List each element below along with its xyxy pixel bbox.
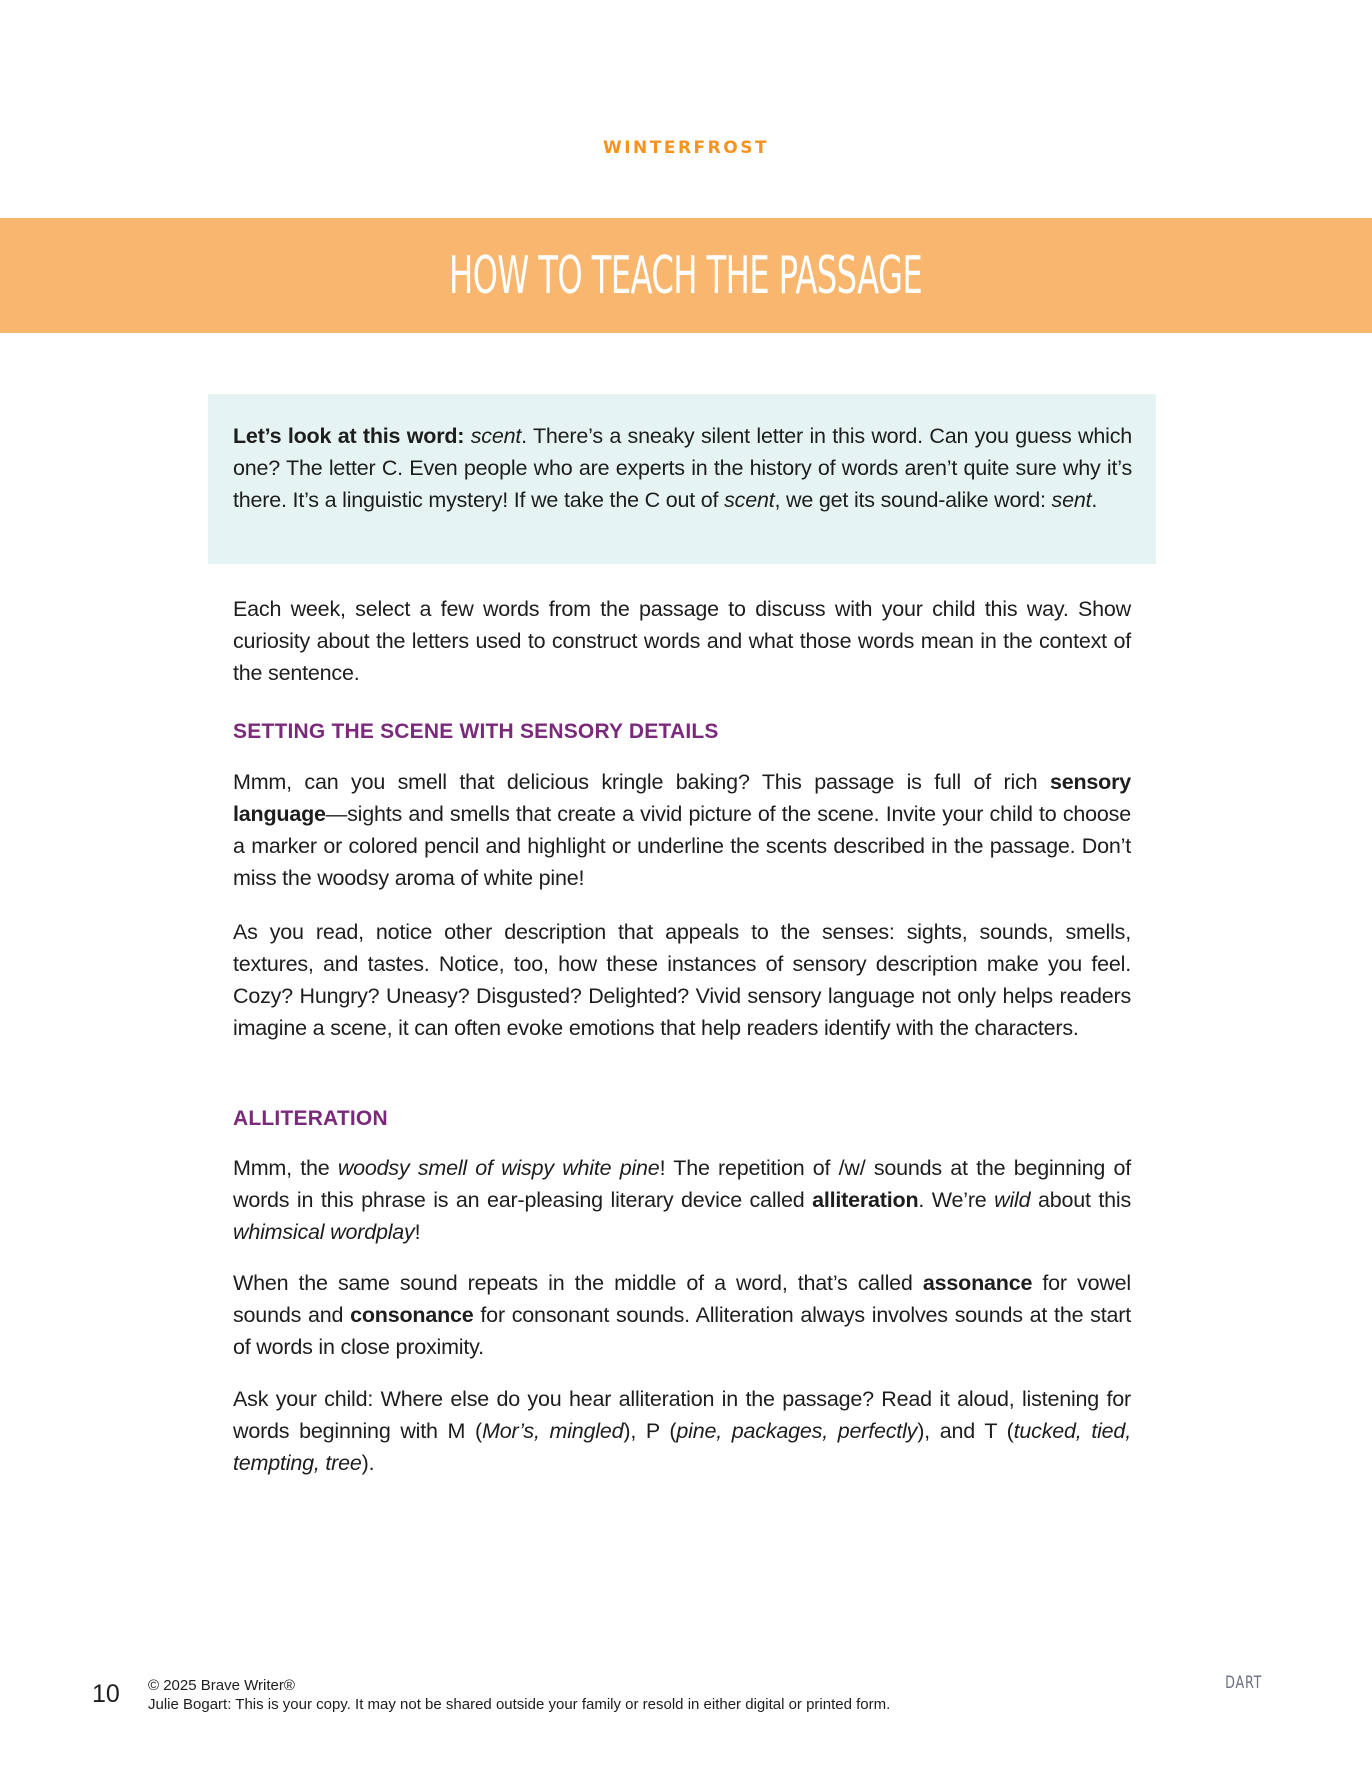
running-head: WINTERFROST	[602, 138, 770, 158]
footer-notice	[148, 1676, 890, 1714]
bold-term: consonance	[350, 1303, 474, 1327]
italic-word: scent	[470, 424, 522, 448]
license-line: Julie Bogart: This is your copy. It may not be shared outside your family or resold in either digital or printed form.	[148, 1696, 891, 1713]
italic-phrase: wild	[994, 1188, 1031, 1212]
italic-word: sent	[1051, 488, 1092, 512]
title-banner	[0, 218, 1372, 333]
sensory-paragraph-2: As you read, notice other description that appeals to the senses: sights, sounds, smells, textures, and tastes. Notice, too, how these instances of sensory description make you feel. Cozy? Hungry? Uneasy? Disgusted? Delighted? Vivid sensory language not only helps readers imagine a scene, it can often evoke emotions that help readers identify with the characters.	[233, 920, 1131, 1040]
text-part: Ask your child: Where else do you hear alliteration in the passage? Read it aloud, listening for words beginning with M (	[233, 1387, 1131, 1443]
dart-logo: DART	[1225, 1673, 1263, 1693]
italic-phrase: Mor’s, mingled	[481, 1419, 624, 1443]
text-part: for consonant sounds. Alliteration always involves sounds at the start of words in close proximity.	[233, 1303, 1131, 1359]
page-number: 10	[92, 1680, 120, 1708]
bold-term: assonance	[922, 1271, 1033, 1295]
text-part: for vowel sounds and	[233, 1271, 1131, 1327]
intro-paragraph: Each week, select a few words from the passage to discuss with your child this way. Show curiosity about the letters used to construct words and what those words mean in the context of the sentence.	[233, 597, 1131, 685]
text-part: Mmm, the	[233, 1156, 338, 1180]
alliteration-paragraph-3	[233, 1383, 1131, 1479]
alliteration-paragraph-3-block	[233, 1383, 1131, 1479]
section-heading: SETTING THE SCENE WITH SENSORY DETAILS	[233, 720, 719, 743]
callout-text-part: . There’s a sneaky silent letter in this word. Can you guess which one? The letter C. Even people who are experts in the history of words aren’t quite sure why it’s there. It’s a linguistic mystery! If we take the C out of	[233, 424, 1133, 512]
callout-lead: Let’s look at this word:	[233, 424, 465, 448]
bold-term: alliteration	[812, 1188, 919, 1212]
section-heading: ALLITERATION	[233, 1107, 388, 1130]
text-part: ).	[361, 1451, 375, 1475]
italic-phrase: pine, packages, perfectly	[676, 1419, 918, 1443]
alliteration-paragraph-2	[233, 1267, 1131, 1363]
alliteration-paragraph-1	[233, 1152, 1131, 1248]
italic-phrase: woodsy smell of wispy white pine	[337, 1156, 660, 1180]
intro-block	[233, 593, 1131, 689]
text-part: . We’re	[918, 1188, 995, 1212]
italic-phrase: tucked, tied, tempting, tree	[233, 1419, 1131, 1475]
section-alliteration	[233, 1107, 1131, 1131]
bold-term: sensory language	[233, 770, 1131, 826]
callout-text-part: .	[1091, 488, 1098, 512]
alliteration-paragraph-1-block	[233, 1152, 1131, 1248]
page-title: HOW TO TEACH THE PASSAGE	[449, 245, 923, 306]
alliteration-paragraph-2-block	[233, 1267, 1131, 1363]
callout-text-part: , we get its sound-alike word:	[774, 488, 1052, 512]
section-sensory	[233, 720, 1131, 744]
text-part: ), and T (	[917, 1419, 1014, 1443]
text-part: —sights and smells that create a vivid picture of the scene. Invite your child to choose a marker or colored pencil and highlight or underline the scents described in the passage. Don’t miss the woodsy aroma of white pine!	[233, 802, 1131, 890]
sensory-paragraph-2-block	[233, 916, 1131, 1044]
copyright-line: © 2025 Brave Writer®	[148, 1677, 295, 1694]
text-part: ! The repetition of /w/ sounds at the beginning of words in this phrase is an ear-pleasing literary device called	[233, 1156, 1131, 1212]
text-part: When the same sound repeats in the middle of a word, that’s called	[233, 1271, 923, 1295]
word-study-callout	[208, 394, 1156, 564]
text-part: about this	[1030, 1188, 1131, 1212]
italic-word: scent	[724, 488, 775, 512]
sensory-paragraph-1	[233, 766, 1131, 894]
callout-text	[233, 420, 1132, 516]
text-part: !	[414, 1220, 421, 1244]
sensory-paragraph-1-block	[233, 766, 1131, 894]
italic-phrase: whimsical wordplay	[233, 1220, 415, 1244]
text-part: Mmm, can you smell that delicious kringle baking? This passage is full of rich	[233, 770, 1050, 794]
text-part: ), P (	[623, 1419, 677, 1443]
